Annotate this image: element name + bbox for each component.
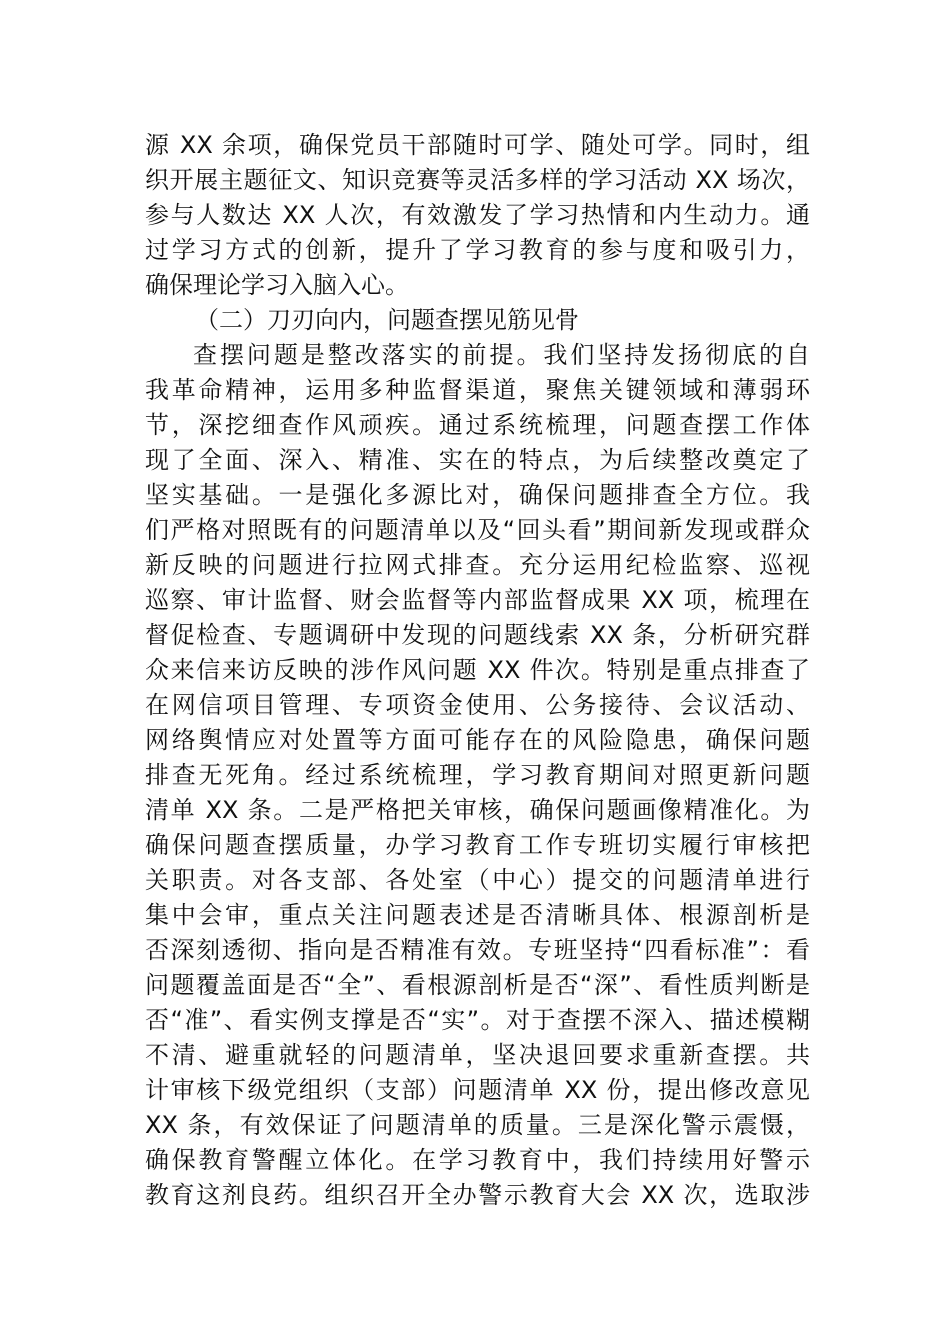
text-line: 排查无死角。经过系统梳理，学习教育期间对照更新问题 — [145, 761, 810, 789]
text-line: 否“准”、看实例支撑是否“实”。对于查摆不深入、描述模糊 — [145, 1006, 810, 1034]
paragraph-continued — [145, 128, 810, 303]
text-line: 确保教育警醒立体化。在学习教育中，我们持续用好警示 — [145, 1146, 810, 1174]
text-line: 确保问题查摆质量，办学习教育工作专班切实履行审核把 — [145, 831, 810, 859]
text-line: 源 XX 余项，确保党员干部随时可学、随处可学。同时，组 — [145, 131, 810, 159]
text-line: 问题覆盖面是否“全”、看根源剖析是否“深”、看性质判断是 — [145, 971, 810, 999]
text-line: XX 条，有效保证了问题清单的质量。三是深化警示震慑， — [145, 1111, 810, 1139]
text-line: 现了全面、深入、精准、实在的特点，为后续整改奠定了 — [145, 446, 810, 474]
text-line: 新反映的问题进行拉网式排查。充分运用纪检监察、巡视 — [145, 551, 810, 579]
section-heading: （二）刀刃向内，问题查摆见筋见骨 — [195, 306, 579, 334]
text-line: 查摆问题是整改落实的前提。我们坚持发扬彻底的自 — [193, 341, 810, 369]
text-line: 否深刻透彻、指向是否精准有效。专班坚持“四看标准”：看 — [145, 936, 810, 964]
text-line: 在网信项目管理、专项资金使用、公务接待、会议活动、 — [145, 691, 810, 719]
text-line: 织开展主题征文、知识竞赛等灵活多样的学习活动 XX 场次， — [145, 166, 810, 194]
document-body — [145, 128, 810, 1213]
text-line: 网络舆情应对处置等方面可能存在的风险隐患，确保问题 — [145, 726, 810, 754]
text-line: 过学习方式的创新，提升了学习教育的参与度和吸引力， — [145, 236, 810, 264]
text-line: 我革命精神，运用多种监督渠道，聚焦关键领域和薄弱环 — [145, 376, 810, 404]
text-line: 不清、避重就轻的问题清单，坚决退回要求重新查摆。共 — [145, 1041, 810, 1069]
text-line: 确保理论学习入脑入心。 — [145, 271, 409, 299]
paragraph-problem-review — [145, 338, 810, 1213]
text-line: 们严格对照既有的问题清单以及“回头看”期间新发现或群众 — [145, 516, 810, 544]
text-line: 集中会审，重点关注问题表述是否清晰具体、根源剖析是 — [145, 901, 810, 929]
text-line: 关职责。对各支部、各处室（中心）提交的问题清单进行 — [145, 866, 810, 894]
text-line: 众来信来访反映的涉作风问题 XX 件次。特别是重点排查了 — [145, 656, 810, 684]
text-line: 教育这剂良药。组织召开全办警示教育大会 XX 次，选取涉 — [145, 1181, 810, 1209]
text-line: 巡察、审计监督、财会监督等内部监督成果 XX 项，梳理在 — [145, 586, 810, 614]
text-line: 督促检查、专题调研中发现的问题线索 XX 条，分析研究群 — [145, 621, 810, 649]
text-line: 节，深挖细查作风顽疾。通过系统梳理，问题查摆工作体 — [145, 411, 810, 439]
text-line: 计审核下级党组织（支部）问题清单 XX 份，提出修改意见 — [145, 1076, 810, 1104]
text-line: 坚实基础。一是强化多源比对，确保问题排查全方位。我 — [145, 481, 810, 509]
text-line: 参与人数达 XX 人次，有效激发了学习热情和内生动力。通 — [145, 201, 810, 229]
text-line: 清单 XX 条。二是严格把关审核，确保问题画像精准化。为 — [145, 796, 810, 824]
